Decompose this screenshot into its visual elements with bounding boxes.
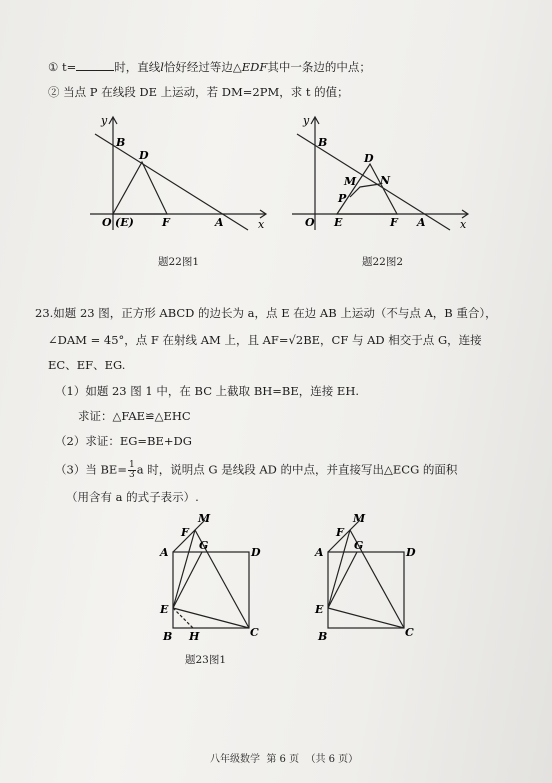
label-x: x <box>258 218 265 231</box>
square-ABCD <box>328 552 404 628</box>
label-C: C <box>250 626 259 639</box>
label-F: F <box>390 216 398 229</box>
q23-line2: ∠DAM = 45°，点 F 在射线 AM 上，且 AF=√2BE，CF 与 AD 相交于点 G，连接 <box>48 333 482 347</box>
label-A: A <box>315 546 324 559</box>
label-y: y <box>303 114 310 127</box>
label-D: D <box>364 152 374 165</box>
square-ABCD <box>173 552 249 628</box>
figure-23-1 <box>155 508 280 648</box>
q23-sub1-proof: 求证：△FAE≌△EHC <box>78 409 191 423</box>
segment-EG <box>328 552 357 608</box>
label-P: P <box>338 192 347 205</box>
label-D: D <box>251 546 261 559</box>
label-O: O <box>102 216 112 229</box>
segment-EC <box>328 608 404 628</box>
caption-22-1: 题22图1 <box>158 256 200 268</box>
q23-line3: EC、EF、EG. <box>48 358 126 372</box>
q23-sub3-cont: （用含有 a 的式子表示）. <box>66 490 199 504</box>
label-F: F <box>181 526 189 539</box>
page-footer: 八年级数学 第 6 页 （共 6 页） <box>210 754 359 765</box>
caption-23-1: 题23图1 <box>185 654 227 666</box>
label-N: N <box>380 174 391 187</box>
label-F: F <box>162 216 170 229</box>
fraction-one-third: $\frac{1}{3}$ <box>128 460 135 480</box>
q23-sub1: （1）如题 23 图 1 中，在 BC 上截取 BH=BE，连接 EH. <box>55 384 360 398</box>
q22-part2: ② 当点 P 在线段 DE 上运动，若 DM=2PM，求 t 的值； <box>48 85 349 99</box>
label-B: B <box>116 136 126 149</box>
segment-EC <box>173 608 249 628</box>
label-M: M <box>344 175 357 188</box>
label-E: (E) <box>115 216 134 229</box>
triangle-EDF <box>337 164 397 214</box>
segment-EG <box>173 552 202 608</box>
figure-22-1 <box>90 112 275 232</box>
label-B: B <box>318 630 328 643</box>
label-E: E <box>315 603 324 616</box>
figure-22-2 <box>292 112 477 232</box>
label-O: O <box>305 216 315 229</box>
label-y: y <box>101 114 108 127</box>
label-A: A <box>160 546 169 559</box>
label-D: D <box>139 149 149 162</box>
label-E: E <box>334 216 343 229</box>
triangle-EDF <box>113 162 167 214</box>
label-H: H <box>189 630 200 643</box>
label-C: C <box>405 626 414 639</box>
q23-line1: 23.如题 23 图，正方形 ABCD 的边长为 a，点 E 在边 AB 上运动（不与点 A，B 重合）， <box>35 306 497 320</box>
q23-sub2: （2）求证：EG=BE+DG <box>55 434 192 448</box>
label-B: B <box>318 136 328 149</box>
q23-sub3: （3）当 BE= $\frac{1}{3}$ a 时，说明点 G 是线段 AD 的中点，并直接写出△ECG 的面积 <box>55 460 458 480</box>
label-M: M <box>198 512 211 525</box>
q22-part1: ① t= 时，直线l恰好经过等边△EDF其中一条边的中点； <box>48 60 371 74</box>
label-D: D <box>406 546 416 559</box>
caption-22-2: 题22图2 <box>362 256 404 268</box>
label-A: A <box>417 216 426 229</box>
label-x: x <box>460 218 467 231</box>
answer-blank <box>76 60 114 71</box>
label-G: G <box>354 539 364 552</box>
label-G: G <box>199 539 209 552</box>
label-A: A <box>215 216 224 229</box>
label-F: F <box>336 526 344 539</box>
label-E: E <box>160 603 169 616</box>
label-M: M <box>353 512 366 525</box>
label-B: B <box>163 630 173 643</box>
figure-23-2 <box>310 508 435 648</box>
